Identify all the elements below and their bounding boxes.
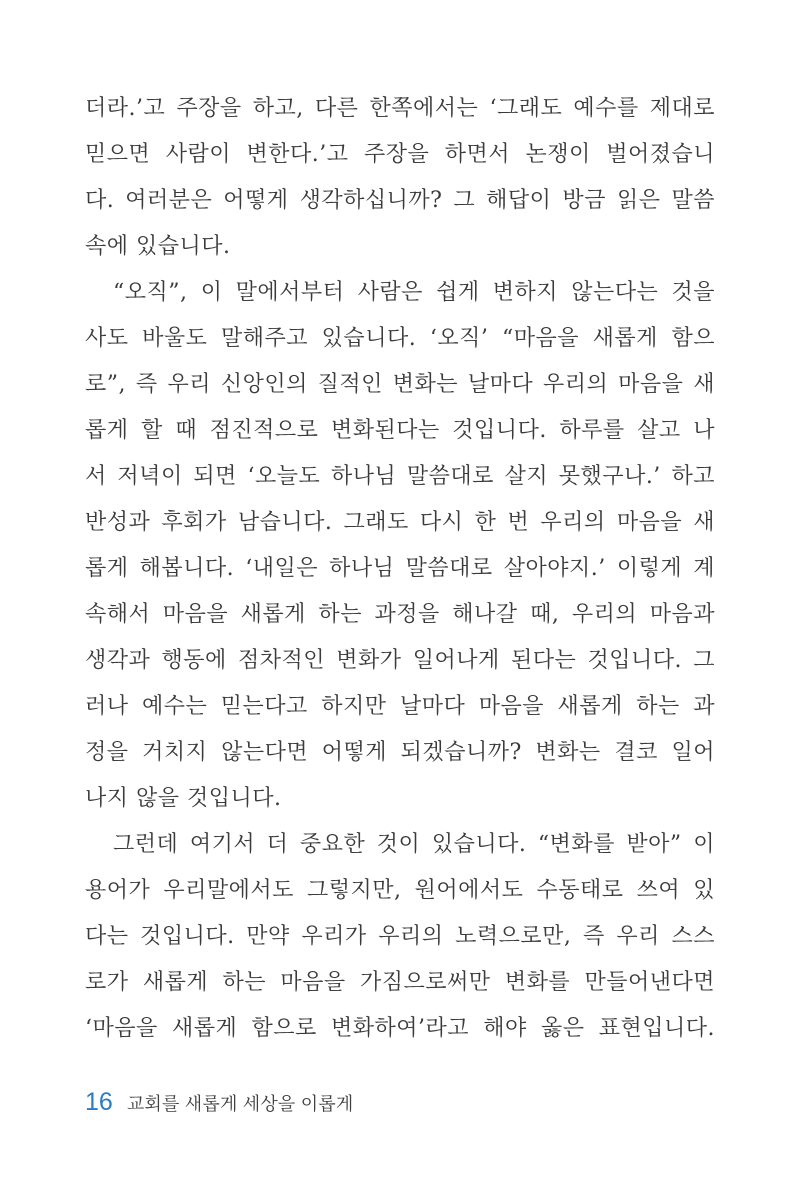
text-line: 속에 있습니다. [85, 234, 231, 259]
text-line: 믿으면 사람이 변한다.’고 주장을 하면서 논쟁이 벌어졌습니 [85, 142, 715, 167]
text-line: 러나 예수는 믿는다고 하지만 날마다 마음을 새롭게 하는 과 [85, 694, 715, 719]
text-line: 사도 바울도 말해주고 있습니다. ‘오직’ “마음을 새롭게 함으 [85, 326, 715, 351]
text-line: 다. 여러분은 어떻게 생각하십니까? 그 해답이 방금 읽은 말씀 [85, 188, 715, 213]
text-line: 그런데 여기서 더 중요한 것이 있습니다. “변화를 받아” 이 [113, 832, 715, 857]
text-line: 속해서 마음을 새롭게 하는 과정을 해나갈 때, 우리의 마음과 [85, 602, 715, 627]
text-line: 롭게 해봅니다. ‘내일은 하나님 말씀대로 살아야지.’ 이렇게 계 [85, 556, 715, 581]
text-line: 로가 새롭게 하는 마음을 가짐으로써만 변화를 만들어낸다면 [85, 970, 715, 995]
text-line: 나지 않을 것입니다. [85, 786, 282, 811]
text-line: 다는 것입니다. 만약 우리가 우리의 노력으로만, 즉 우리 스스 [85, 924, 715, 949]
text-line: “오직”, 이 말에서부터 사람은 쉽게 변하지 않는다는 것을 [113, 280, 715, 305]
text-line: 서 저녁이 되면 ‘오늘도 하나님 말씀대로 살지 못했구나.’ 하고 [85, 464, 715, 489]
text-line: 생각과 행동에 점차적인 변화가 일어나게 된다는 것입니다. 그 [85, 648, 715, 673]
body-text [85, 86, 715, 1052]
paragraph [85, 822, 715, 1052]
text-line: 반성과 후회가 남습니다. 그래도 다시 한 번 우리의 마음을 새 [85, 510, 715, 535]
page-number: 16 [85, 1088, 113, 1116]
text-line: 용어가 우리말에서도 그렇지만, 원어에서도 수동태로 쓰여 있 [85, 878, 715, 903]
text-line: ‘마음을 새롭게 함으로 변화하여’라고 해야 옳은 표현입니다. [85, 1016, 715, 1041]
text-line: 로”, 즉 우리 신앙인의 질적인 변화는 날마다 우리의 마음을 새 [85, 372, 715, 397]
text-line: 정을 거치지 않는다면 어떻게 되겠습니까? 변화는 결코 일어 [85, 740, 715, 765]
paragraph [85, 270, 715, 822]
running-title: 교회를 새롭게 세상을 이롭게 [126, 1094, 354, 1114]
text-line: 롭게 할 때 점진적으로 변화된다는 것입니다. 하루를 살고 나 [85, 418, 715, 443]
paragraph [85, 86, 715, 270]
text-line: 더라.’고 주장을 하고, 다른 한쪽에서는 ‘그래도 예수를 제대로 [85, 96, 715, 121]
page-footer [85, 1088, 715, 1117]
